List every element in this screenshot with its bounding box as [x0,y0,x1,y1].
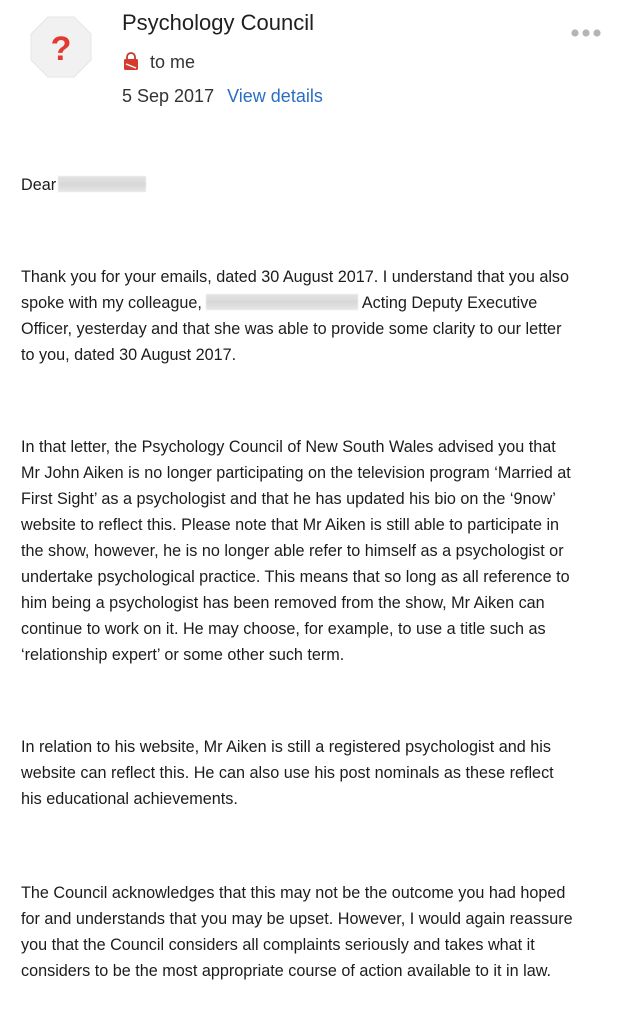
paragraph-line: First Sight’ as a psychologist and that he has updated his bio on the ‘9now’ [21,490,556,508]
paragraph-line: you that the Council considers all complaints seriously and takes what it [21,936,535,954]
recipient-label: to me [150,51,196,72]
line-fragment: Acting Deputy Executive [361,294,538,312]
paragraph-line: Mr John Aiken is no longer participating on the television program ‘Married at [21,464,571,482]
date-row [122,86,323,107]
paragraph-line: In that letter, the Psychology Council of New South Wales advised you that [21,438,556,456]
paragraph-line: In relation to his website, Mr Aiken is still a registered psychologist and his [21,738,551,756]
email-paragraph-3 [21,734,617,812]
paragraph-line: undertake psychological practice. This means that so long as all reference to [21,568,570,586]
paragraph-line: website can reflect this. He can also use his post nominals as these reflect [21,764,554,782]
redacted-colleague-name [206,294,358,310]
email-header [0,0,634,120]
paragraph-line: The Council acknowledges that this may not be the outcome you had hoped [21,884,566,902]
recipient-row[interactable] [122,50,195,74]
line-fragment: spoke with my colleague, [21,294,202,312]
redacted-name [58,176,146,192]
email-paragraph-2 [21,434,617,668]
svg-text:?: ? [50,30,72,68]
paragraph-line: ‘relationship expert’ or some other such term. [21,646,345,664]
greeting-text: Dear [21,176,57,194]
question-mark-icon [30,16,92,78]
paragraph-line: website to reflect this. Please note that Mr Aiken is still able to participate in [21,516,560,534]
paragraph-line: his educational achievements. [21,790,238,808]
email-date: 5 Sep 2017 [122,86,215,106]
paragraph-line: to you, dated 30 August 2017. [21,346,237,364]
email-paragraph-1 [21,264,617,368]
sender-avatar[interactable] [30,16,92,78]
paragraph-line: Officer, yesterday and that she was able to provide some clarity to our letter [21,320,562,338]
sender-name: Psychology Council [122,10,314,35]
paragraph-line: considers to be the most appropriate course of action available to it in law. [21,962,551,980]
more-options-icon[interactable] [570,28,602,38]
paragraph-line: for and understands that you may be upset. However, I would again reassure [21,910,573,928]
paragraph-line: the show, however, he is no longer able refer to himself as a psychologist or [21,542,564,560]
view-details-link[interactable]: View details [227,86,323,106]
paragraph-line: Thank you for your emails, dated 30 August 2017. I understand that you also [21,268,570,286]
email-greeting [21,172,617,198]
paragraph-line: continue to work on it. He may choose, for example, to use a title such as [21,620,546,638]
shopping-bag-icon [122,52,140,72]
paragraph-line [21,290,617,316]
email-paragraph-4 [21,880,617,984]
paragraph-line: him being a psychologist has been removed from the show, Mr Aiken can [21,594,545,612]
